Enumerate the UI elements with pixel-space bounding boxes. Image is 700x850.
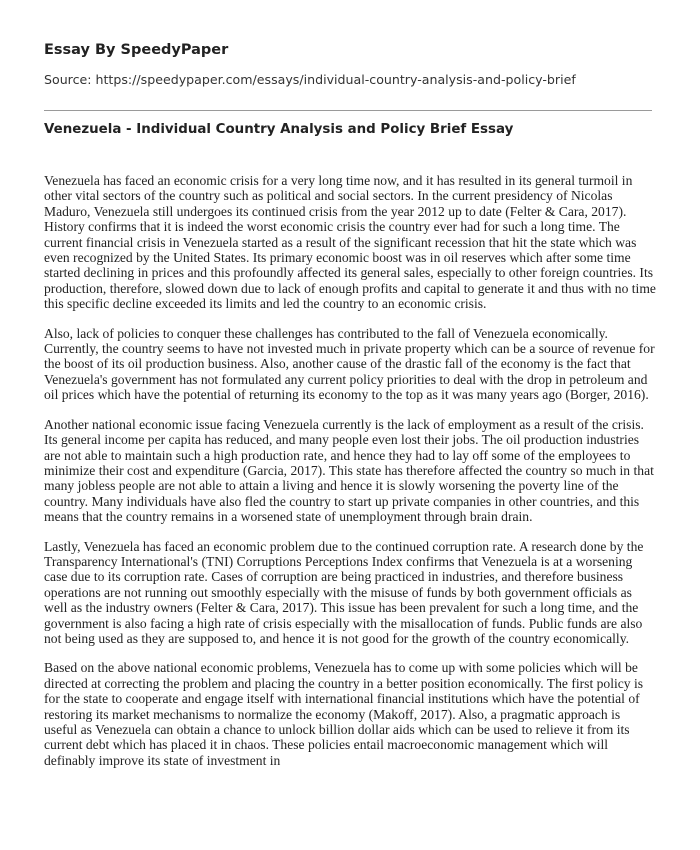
paragraph: Also, lack of policies to conquer these challenges has contributed to the fall of Venezuela economically. Currently, the country seems to have not invested much in private property which can be a source of revenue for the boost of its oil production business. Also, another cause of the drastic fall of the economy is the fact that Venezuela's government has not formulated any current policy priorities to deal with the drop in petroleum and oil prices which have the potential of returning its economy to the top as it was many years ago (Borger, 2016). [44, 325, 655, 403]
site-title: Essay By SpeedyPaper [44, 42, 229, 58]
paragraph: Lastly, Venezuela has faced an economic problem due to the continued corruption rate. A research done by the Transparency International's (TNI) Corruptions Perceptions Index confirms that Venezuela is at a worsening case due to its corruption rate. Cases of corruption are being practiced in industries, and therefore business operations are not running out smoothly especially with the misuse of funds by both government officials as well as the industry owners (Felter & Cara, 2017). This issue has been prevalent for such a long time, and the government is also facing a high rate of crisis especially with the misallocation of funds. Public funds are also not being used as they are supposed to, and hence it is not good for the growth of the country economically. [44, 538, 644, 646]
paragraph: Venezuela has faced an economic crisis for a very long time now, and it has resulted in its general turmoil in other vital sectors of the country such as political and social sectors. In the current presidency of Nicolas Maduro, Venezuela still undergoes its continued crisis from the year 2012 up to date (Felter & Cara, 2017). History confirms that it is indeed the worst economic crisis the country ever had for such a long time. The current financial crisis in Venezuela started as a result of the significant recession that hit the state which was even recognized by the United States. Its primary economic boost was in oil reserves which after some time started declining in prices and this profoundly affected its general sales, especially to other foreign countries. Its production, therefore, slowed down due to lack of enough profits and capital to generate it and thus with no time this specific decline exceeded its limits and led the country to an economic crisis. [44, 173, 656, 312]
essay-title: Venezuela - Individual Country Analysis and Policy Brief Essay [44, 122, 514, 137]
source-line: Source: https://speedypaper.com/essays/individual-country-analysis-and-policy-brief [44, 72, 576, 87]
header-divider [44, 110, 652, 111]
paragraph: Based on the above national economic problems, Venezuela has to come up with some policies which will be directed at correcting the problem and placing the country in a better position economically. The first policy is for the state to cooperate and engage itself with international financial institutions which have the potential of restoring its market mechanisms to normalize the economy (Makoff, 2017). Also, a pragmatic approach is useful as Venezuela can obtain a chance to unlock billion dollar aids which can be used to relieve it from its current debt which has placed it in chaos. These policies entail macroeconomic management which will definably improve its state of investment in [44, 660, 644, 768]
paragraph: Another national economic issue facing Venezuela currently is the lack of employment as a result of the crisis. Its general income per capita has reduced, and many people even lost their jobs. The oil production industries are not able to maintain such a high production rate, and hence they had to lay off some of the employees to minimize their cost and expenditure (Garcia, 2017). This state has therefore affected the country so much in that many jobless people are not able to attain a living and hence it is slowly worsening the poverty line of the country. Many individuals have also fled the country to start up private companies in other countries, and this means that the country remains in a worsened state of unemployment through brain drain. [44, 416, 654, 525]
essay-body [44, 173, 656, 782]
